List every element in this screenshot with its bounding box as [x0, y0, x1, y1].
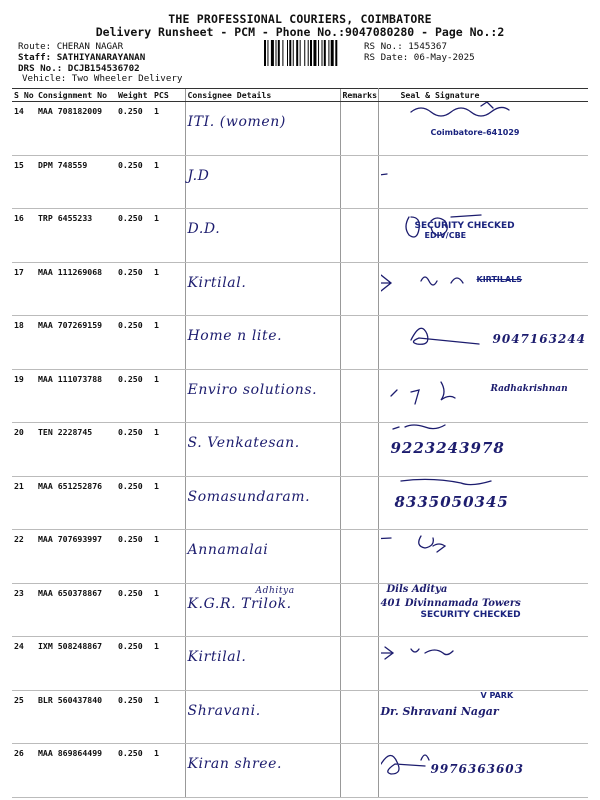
row-sno: 14	[12, 102, 36, 156]
row-remarks	[340, 155, 378, 209]
signature-box	[381, 102, 587, 142]
drs-number: DRS No.: DCJB154536702	[18, 63, 140, 74]
row-consignee: Kirtilal.	[185, 262, 340, 316]
row-remarks	[340, 476, 378, 530]
security-stamp: SECURITY CHECKED	[414, 221, 515, 231]
row-consignment-no: TEN 2228745	[36, 423, 116, 477]
runsheet-subtitle: Delivery Runsheet - PCM - Phone No.:9047080280 - Page No.:2	[95, 25, 505, 39]
row-sno: 19	[12, 369, 36, 423]
col-header-pcs: PCS	[152, 89, 185, 102]
phone-number: 9976363603	[430, 762, 524, 776]
row-signature	[378, 369, 588, 423]
table-row	[12, 369, 588, 423]
signature-box	[381, 316, 587, 356]
row-sno: 23	[12, 583, 36, 637]
row-weight: 0.250	[116, 637, 152, 691]
row-remarks	[340, 423, 378, 477]
route-label: Route: CHERAN NAGAR	[18, 41, 124, 52]
row-signature	[378, 102, 588, 156]
vehicle-label: Vehicle: Two Wheeler Delivery	[22, 73, 183, 84]
row-pcs: 1	[152, 744, 185, 798]
row-weight: 0.250	[116, 423, 152, 477]
table-row	[12, 423, 588, 477]
row-pcs: 1	[152, 209, 185, 263]
rs-date: RS Date: 06-May-2025	[364, 52, 475, 63]
signature-address: 401 Divinnamada Towers	[380, 597, 521, 609]
row-sno: 22	[12, 530, 36, 584]
row-pcs: 1	[152, 155, 185, 209]
col-header-consignee: Consignee Details	[185, 89, 340, 102]
row-weight: 0.250	[116, 316, 152, 370]
row-consignment-no: BLR 560437840	[36, 690, 116, 744]
row-pcs: 1	[152, 316, 185, 370]
row-sno: 16	[12, 209, 36, 263]
row-signature	[378, 476, 588, 530]
signature-box	[381, 744, 587, 784]
row-signature	[378, 637, 588, 691]
row-pcs: 1	[152, 102, 185, 156]
row-remarks	[340, 316, 378, 370]
row-weight: 0.250	[116, 583, 152, 637]
row-signature	[378, 423, 588, 477]
row-signature	[378, 262, 588, 316]
row-consignee: Enviro solutions.	[185, 369, 340, 423]
row-remarks	[340, 637, 378, 691]
row-pcs: 1	[152, 530, 185, 584]
row-pcs: 1	[152, 476, 185, 530]
row-consignment-no: MAA 111073788	[36, 369, 116, 423]
rs-number: RS No.: 1545367	[364, 41, 447, 52]
row-signature	[378, 155, 588, 209]
table-row	[12, 583, 588, 637]
signature-box	[381, 637, 587, 677]
table-row	[12, 476, 588, 530]
row-consignment-no: DPM 748559	[36, 155, 116, 209]
row-pcs: 1	[152, 423, 185, 477]
security-stamp: SECURITY CHECKED	[420, 609, 521, 620]
row-signature	[378, 690, 588, 744]
row-signature	[378, 744, 588, 798]
row-consignment-no: IXM 508248867	[36, 637, 116, 691]
signature-box	[381, 477, 587, 517]
seal-address: Coimbatore-641029	[430, 128, 520, 137]
col-header-consignment: Consignment No	[36, 89, 116, 102]
row-weight: 0.250	[116, 744, 152, 798]
row-signature	[378, 530, 588, 584]
row-pcs: 1	[152, 369, 185, 423]
row-consignee: Annamalai	[185, 530, 340, 584]
row-sno: 24	[12, 637, 36, 691]
row-pcs: 1	[152, 637, 185, 691]
row-consignee: Kiran shree.	[185, 744, 340, 798]
row-consignment-no: MAA 651252876	[36, 476, 116, 530]
signature-name: Dils Aditya	[386, 583, 448, 595]
table-row	[12, 155, 588, 209]
row-pcs: 1	[152, 690, 185, 744]
row-consignment-no: MAA 111269068	[36, 262, 116, 316]
row-signature	[378, 316, 588, 370]
row-pcs: 1	[152, 583, 185, 637]
row-sno: 25	[12, 690, 36, 744]
row-sno: 17	[12, 262, 36, 316]
row-sno: 15	[12, 155, 36, 209]
table-row	[12, 690, 588, 744]
table-row	[12, 209, 588, 263]
row-consignee: Home n lite.	[185, 316, 340, 370]
row-sno: 20	[12, 423, 36, 477]
col-header-weight: Weight	[116, 89, 152, 102]
row-remarks	[340, 209, 378, 263]
row-sno: 26	[12, 744, 36, 798]
row-remarks	[340, 369, 378, 423]
signature-box	[381, 263, 587, 303]
row-weight: 0.250	[116, 530, 152, 584]
signature-box	[381, 156, 587, 196]
staff-label: Staff: SATHIYANARAYANAN	[18, 52, 146, 63]
signature-scribble	[381, 156, 441, 196]
col-header-remarks: Remarks	[340, 89, 378, 102]
row-consignee: K.G.R. Trilok. Adhitya	[185, 583, 340, 637]
row-weight: 0.250	[116, 155, 152, 209]
table-row	[12, 316, 588, 370]
consignee-annotation: Adhitya	[255, 585, 295, 596]
row-sno: 18	[12, 316, 36, 370]
table-row	[12, 530, 588, 584]
signature-name: Radhakrishnan	[490, 383, 568, 394]
table-header-row	[12, 89, 588, 102]
row-remarks	[340, 744, 378, 798]
signature-box	[381, 370, 587, 410]
col-header-signature: Seal & Signature	[378, 89, 588, 102]
row-consignee: S. Venkatesan.	[185, 423, 340, 477]
row-consignee: Kirtilal.	[185, 637, 340, 691]
kirtilals-stamp: KIRTILALS	[476, 274, 523, 284]
row-remarks	[340, 262, 378, 316]
table-row	[12, 102, 588, 156]
company-title: THE PROFESSIONAL COURIERS, COIMBATORE	[168, 12, 432, 26]
signature-box	[381, 423, 587, 463]
row-consignee: Shravani.	[185, 690, 340, 744]
signature-scribble	[381, 637, 600, 677]
edi-stamp: EDIV/CBE	[424, 231, 467, 240]
row-signature	[378, 209, 588, 263]
row-remarks	[340, 583, 378, 637]
signature-name: Dr. Shravani Nagar	[380, 704, 499, 718]
row-sno: 21	[12, 476, 36, 530]
row-consignment-no: TRP 6455233	[36, 209, 116, 263]
row-consignee: Somasundaram.	[185, 476, 340, 530]
row-weight: 0.250	[116, 369, 152, 423]
signature-box	[381, 530, 587, 570]
table-row	[12, 637, 588, 691]
row-consignment-no: MAA 869864499	[36, 744, 116, 798]
row-weight: 0.250	[116, 476, 152, 530]
row-consignee: J.D	[185, 155, 340, 209]
row-consignee: ITI. (women)	[185, 102, 340, 156]
row-weight: 0.250	[116, 262, 152, 316]
runsheet-table	[12, 88, 588, 798]
signature-box	[381, 584, 587, 624]
row-pcs: 1	[152, 262, 185, 316]
barcode-icon	[263, 40, 359, 66]
row-remarks	[340, 690, 378, 744]
row-consignment-no: MAA 707693997	[36, 530, 116, 584]
phone-number: 9047163244	[492, 332, 586, 346]
signature-scribble	[381, 530, 600, 570]
row-signature	[378, 583, 588, 637]
row-weight: 0.250	[116, 690, 152, 744]
row-weight: 0.250	[116, 102, 152, 156]
phone-number: 9223243978	[390, 439, 505, 457]
signature-box	[381, 209, 587, 249]
table-row	[12, 262, 588, 316]
row-consignment-no: MAA 708182009	[36, 102, 116, 156]
vpark-stamp: V PARK	[480, 690, 514, 700]
row-remarks	[340, 102, 378, 156]
row-consignee: D.D.	[185, 209, 340, 263]
row-consignment-no: MAA 650378867	[36, 583, 116, 637]
col-header-sno: S No	[12, 89, 36, 102]
signature-box	[381, 691, 587, 731]
row-remarks	[340, 530, 378, 584]
row-consignment-no: MAA 707269159	[36, 316, 116, 370]
row-weight: 0.250	[116, 209, 152, 263]
table-row	[12, 744, 588, 798]
phone-number: 8335050345	[394, 492, 509, 511]
